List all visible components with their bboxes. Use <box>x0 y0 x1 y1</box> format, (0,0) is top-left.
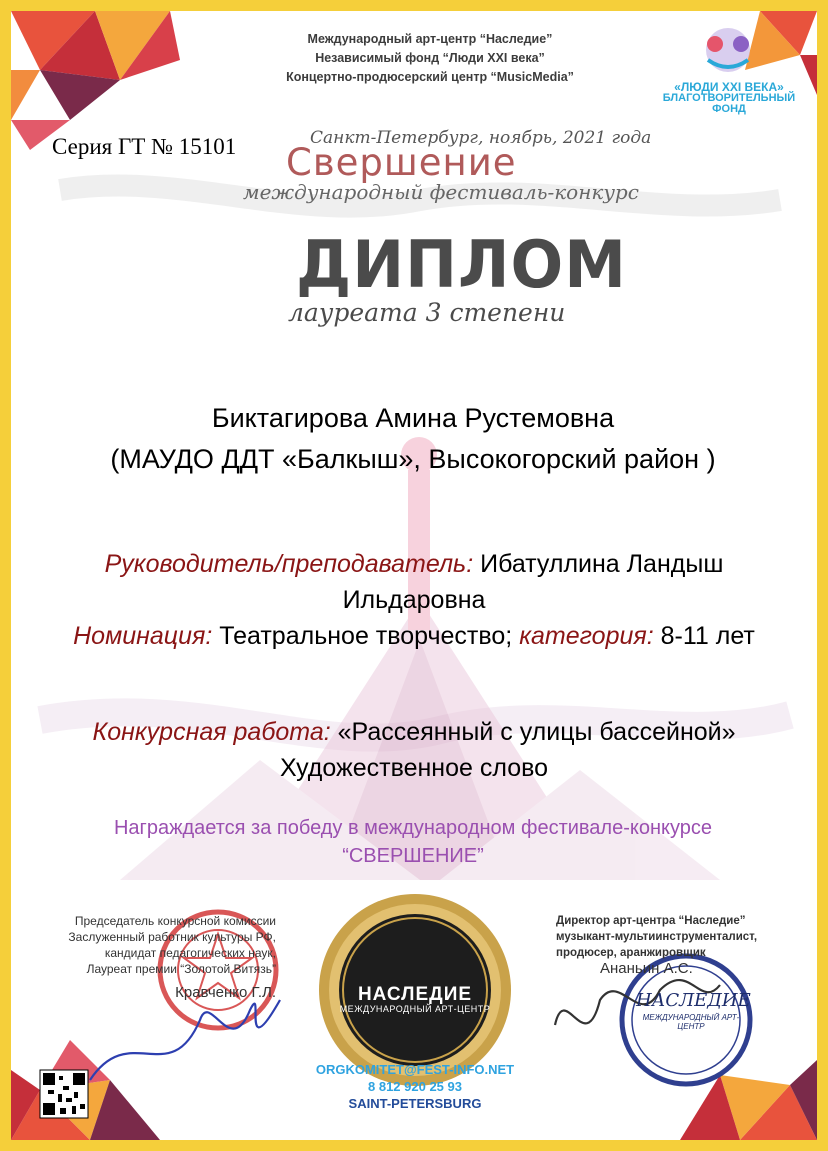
chair-line2: Заслуженный работник культуры РФ, <box>68 930 276 944</box>
work-value: «Рассеянный с улицы бассейной» <box>337 718 736 746</box>
chair-name: Кравченко Г.Л. <box>175 984 276 1001</box>
director-line3: продюсер, аранжировщик <box>556 947 706 959</box>
director-name: Ананьин А.С. <box>600 960 693 977</box>
organizer-2: Независимый фонд “Люди XXI века” <box>315 51 545 65</box>
work-block <box>40 714 788 786</box>
teacher-line <box>40 546 788 618</box>
work-label: Конкурсная работа: <box>92 718 331 746</box>
contact-phone: 8 812 920 25 93 <box>368 1079 462 1094</box>
festival-date: Санкт-Петербург, ноябрь, 2021 года <box>310 128 652 148</box>
stamp-right-title: НАСЛЕДИЕ <box>636 990 751 1011</box>
fund-name-line3: ФОНД <box>712 103 746 115</box>
winner-name: Биктагирова Амина Рустемовна <box>211 403 615 433</box>
series-number: Серия ГТ № 15101 <box>52 134 237 159</box>
director-line1: Директор арт-центра “Наследие” <box>556 915 746 927</box>
festival-subtitle: международный фестиваль-конкурс <box>243 180 639 204</box>
festival-title: Свершение <box>286 141 517 184</box>
organizers <box>240 30 620 87</box>
category-label: категория: <box>519 622 654 650</box>
nomination-line <box>40 618 788 654</box>
organizer-3: Концертно-продюсерский центр “MusicMedia” <box>286 70 574 84</box>
decor-triangles-top-left <box>11 11 180 150</box>
fund-name <box>645 82 813 115</box>
details-block <box>40 546 788 654</box>
category-value: 8-11 лет <box>660 622 755 650</box>
winner-block <box>60 398 766 480</box>
signature-left <box>90 1000 280 1080</box>
director-block <box>556 913 792 977</box>
work-type: Художественное слово <box>279 754 549 782</box>
contacts-block <box>300 1061 530 1112</box>
diploma-title: ДИПЛОМ <box>296 226 627 303</box>
medal-subtitle: МЕЖДУНАРОДНЫЙ АРТ-ЦЕНТР <box>339 1004 491 1014</box>
chair-line4: Лауреат премии “Золотой Витязь” <box>86 962 276 976</box>
teacher-label: Руководитель/преподаватель: <box>104 550 474 578</box>
award-line1: Награждается за победу в международном фестивале-конкурсе <box>113 817 713 839</box>
contact-email[interactable]: ORGKOMITET@FEST-INFO.NET <box>315 1062 515 1077</box>
contact-city: SAINT-PETERSBURG <box>348 1096 482 1111</box>
winner-organization: (МАУДО ДДТ «Балкыш», Высокогорский район ) <box>110 444 716 474</box>
stamp-right-subtitle: МЕЖДУНАРОДНЫЙ АРТ-ЦЕНТР <box>642 1013 740 1031</box>
medal-title: НАСЛЕДИЕ <box>357 984 473 1005</box>
award-block <box>60 814 766 870</box>
nomination-label: Номинация: <box>73 622 213 650</box>
chair-line3: кандидат педагогических наук, <box>104 946 276 960</box>
qr-code <box>40 1070 88 1118</box>
award-line2: “СВЕРШЕНИЕ” <box>342 845 484 867</box>
chair-line1: Председатель конкурсной комиссии <box>74 914 276 928</box>
fund-name-line2: БЛАГОТВОРИТЕЛЬНЫЙ <box>662 92 796 104</box>
organizer-1: Международный арт-центр “Наследие” <box>307 32 553 46</box>
teacher-value: Ибатуллина Ландыш Ильдаровна <box>342 550 724 614</box>
fund-name-line1: «ЛЮДИ XXI ВЕКА» <box>674 80 784 94</box>
work-line <box>40 714 788 750</box>
nomination-value: Театральное творчество; <box>219 622 513 650</box>
director-line2: музыкант-мультиинструменталист, <box>556 931 758 943</box>
diploma-degree: лауреата 3 степени <box>288 298 566 327</box>
fund-logo-icon <box>706 28 750 72</box>
chair-block <box>40 913 276 1001</box>
